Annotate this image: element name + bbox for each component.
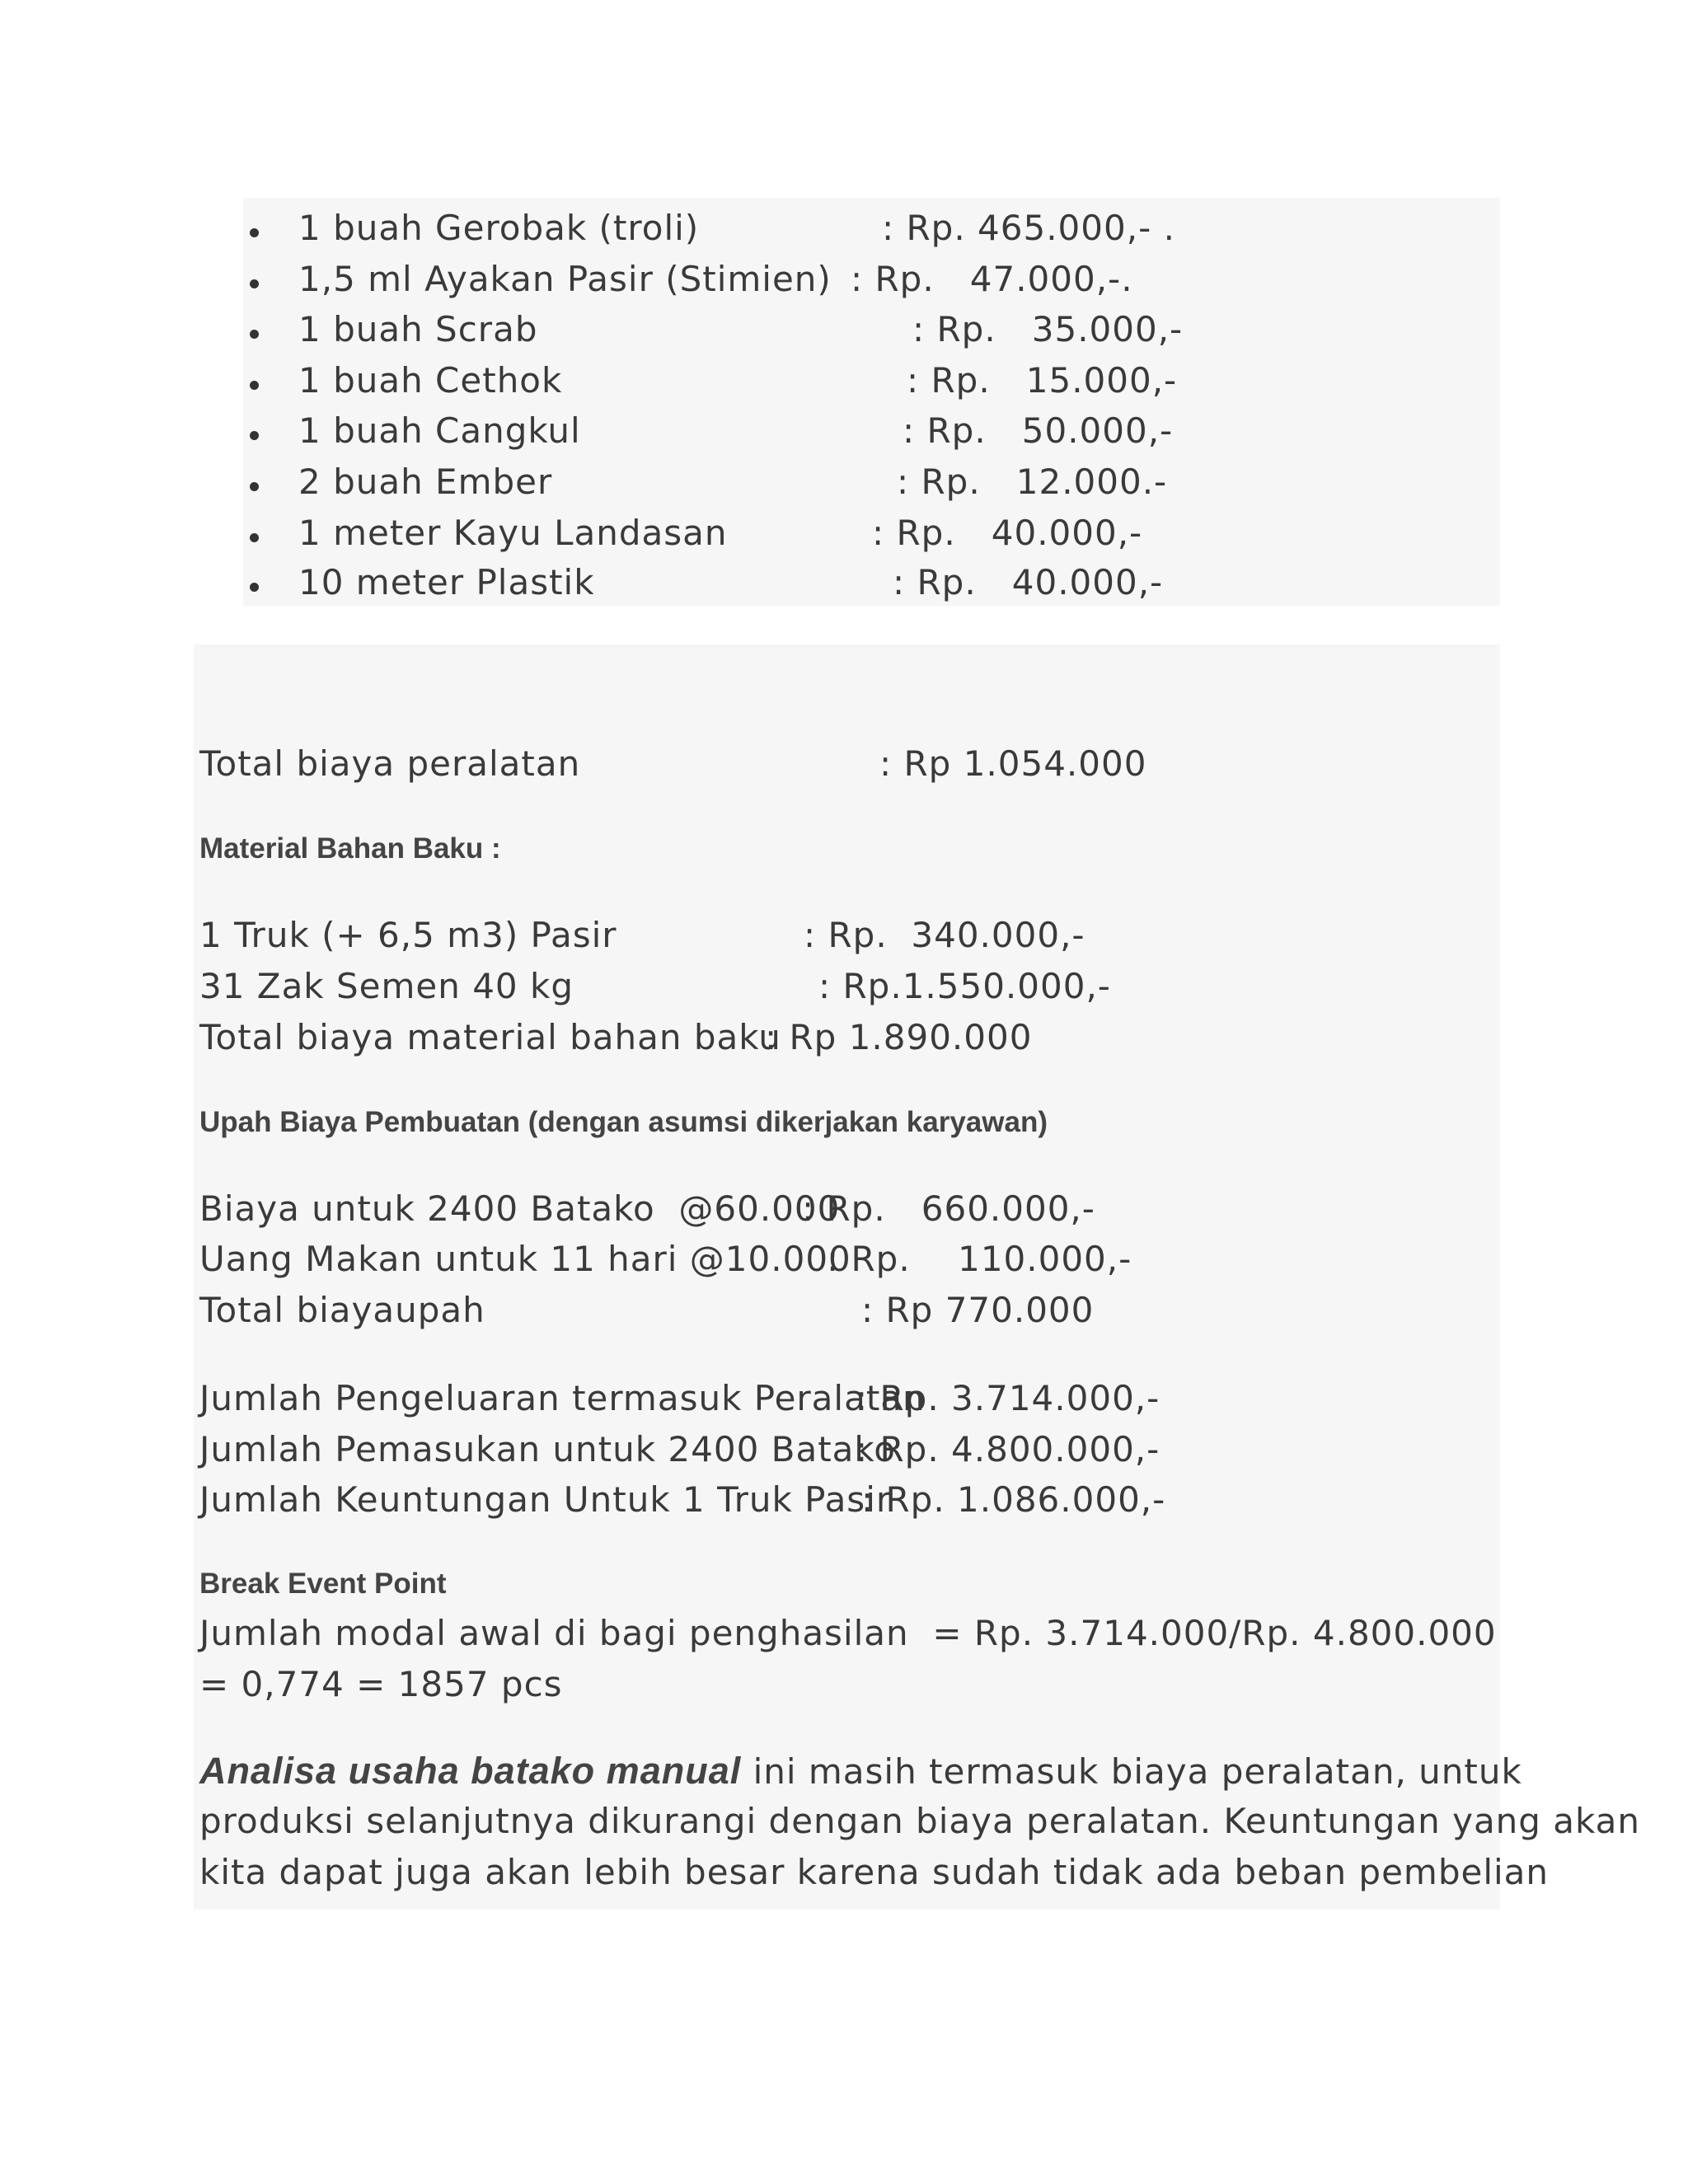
equipment-item-name: 1 meter Kayu Landasan [298, 513, 728, 553]
wages-row-label: Uang Makan untuk 11 hari @10.000 [199, 1239, 851, 1279]
bullet-icon [250, 381, 259, 390]
analysis-paragraph-line [199, 1750, 1522, 1793]
material-row-label: 31 Zak Semen 40 kg [199, 966, 574, 1006]
summary-row-label: Jumlah Pengeluaran termasuk Peralatan [199, 1378, 926, 1418]
wages-heading: Upah Biaya Pembuatan (dengan asumsi dikerjakan karyawan) [199, 1106, 1048, 1138]
material-total-label: Total biaya material bahan baku [199, 1017, 781, 1057]
equipment-item-price: : Rp. 50.000,- [903, 410, 1174, 451]
equipment-total-label: Total biaya peralatan [199, 743, 581, 784]
bullet-icon [250, 583, 259, 592]
bullet-icon [250, 482, 259, 491]
bep-formula-line: Jumlah modal awal di bagi penghasilan = Rp. 3.714.000/Rp. 4.800.000 [199, 1613, 1497, 1653]
analysis-line-text: ini masih termasuk biaya peralatan, untuk [741, 1751, 1522, 1792]
bep-result-line: = 0,774 = 1857 pcs [199, 1664, 563, 1704]
summary-row-value: : Rp. 4.800.000,- [856, 1429, 1160, 1469]
analysis-paragraph-line: kita dapat juga akan lebih besar karena sudah tidak ada beban pembelian [199, 1852, 1550, 1892]
wages-total-value: : Rp 770.000 [861, 1290, 1095, 1330]
bep-heading: Break Event Point [199, 1568, 447, 1600]
summary-row-value: : Rp. 3.714.000,- [856, 1378, 1160, 1418]
equipment-item-price: : Rp. 40.000,- [872, 513, 1143, 553]
bullet-icon [250, 533, 259, 542]
equipment-item-name: 1 buah Cangkul [298, 410, 581, 451]
wages-row-value: : Rp. 660.000,- [802, 1188, 1095, 1229]
equipment-item-name: 1,5 ml Ayakan Pasir (Stimien) [298, 259, 832, 299]
material-heading: Material Bahan Baku : [199, 832, 501, 865]
equipment-item-name: 10 meter Plastik [298, 562, 595, 602]
material-row-label: 1 Truk (+ 6,5 m3) Pasir [199, 915, 617, 955]
material-row-value: : Rp. 340.000,- [804, 915, 1085, 955]
equipment-item-name: 1 buah Scrab [298, 309, 538, 349]
equipment-item-name: 1 buah Gerobak (troli) [298, 208, 700, 248]
wages-row-value: : Rp. 110.000,- [827, 1239, 1132, 1279]
wages-row-label: Biaya untuk 2400 Batako @60.000 [199, 1188, 841, 1229]
summary-row-value: : Rp. 1.086.000,- [861, 1479, 1166, 1520]
material-row-value: : Rp.1.550.000,- [818, 966, 1111, 1006]
equipment-total-value: : Rp 1.054.000 [879, 743, 1147, 784]
bullet-icon [250, 279, 259, 288]
equipment-item-name: 1 buah Cethok [298, 360, 563, 401]
bullet-icon [250, 330, 259, 339]
wages-total-label: Total biayaupah [199, 1290, 485, 1330]
equipment-item-price: : Rp. 40.000,- [893, 562, 1164, 602]
bullet-icon [250, 228, 259, 237]
equipment-item-price: : Rp. 47.000,-. [851, 259, 1133, 299]
material-total-value: : Rp 1.890.000 [765, 1017, 1033, 1057]
summary-row-label: Jumlah Pemasukan untuk 2400 Batako [199, 1429, 896, 1469]
analysis-emphasis: Analisa usaha batako manual [199, 1750, 742, 1792]
bullet-icon [250, 431, 259, 440]
equipment-item-price: : Rp. 465.000,- . [882, 208, 1175, 248]
equipment-item-price: : Rp. 15.000,- [907, 360, 1178, 401]
equipment-item-price: : Rp. 12.000.- [897, 462, 1168, 502]
equipment-item-name: 2 buah Ember [298, 462, 553, 502]
analysis-paragraph-line: produksi selanjutnya dikurangi dengan biaya peralatan. Keuntungan yang akan [199, 1801, 1640, 1841]
equipment-item-price: : Rp. 35.000,- [912, 309, 1184, 349]
summary-row-label: Jumlah Keuntungan Untuk 1 Truk Pasir [199, 1479, 892, 1520]
